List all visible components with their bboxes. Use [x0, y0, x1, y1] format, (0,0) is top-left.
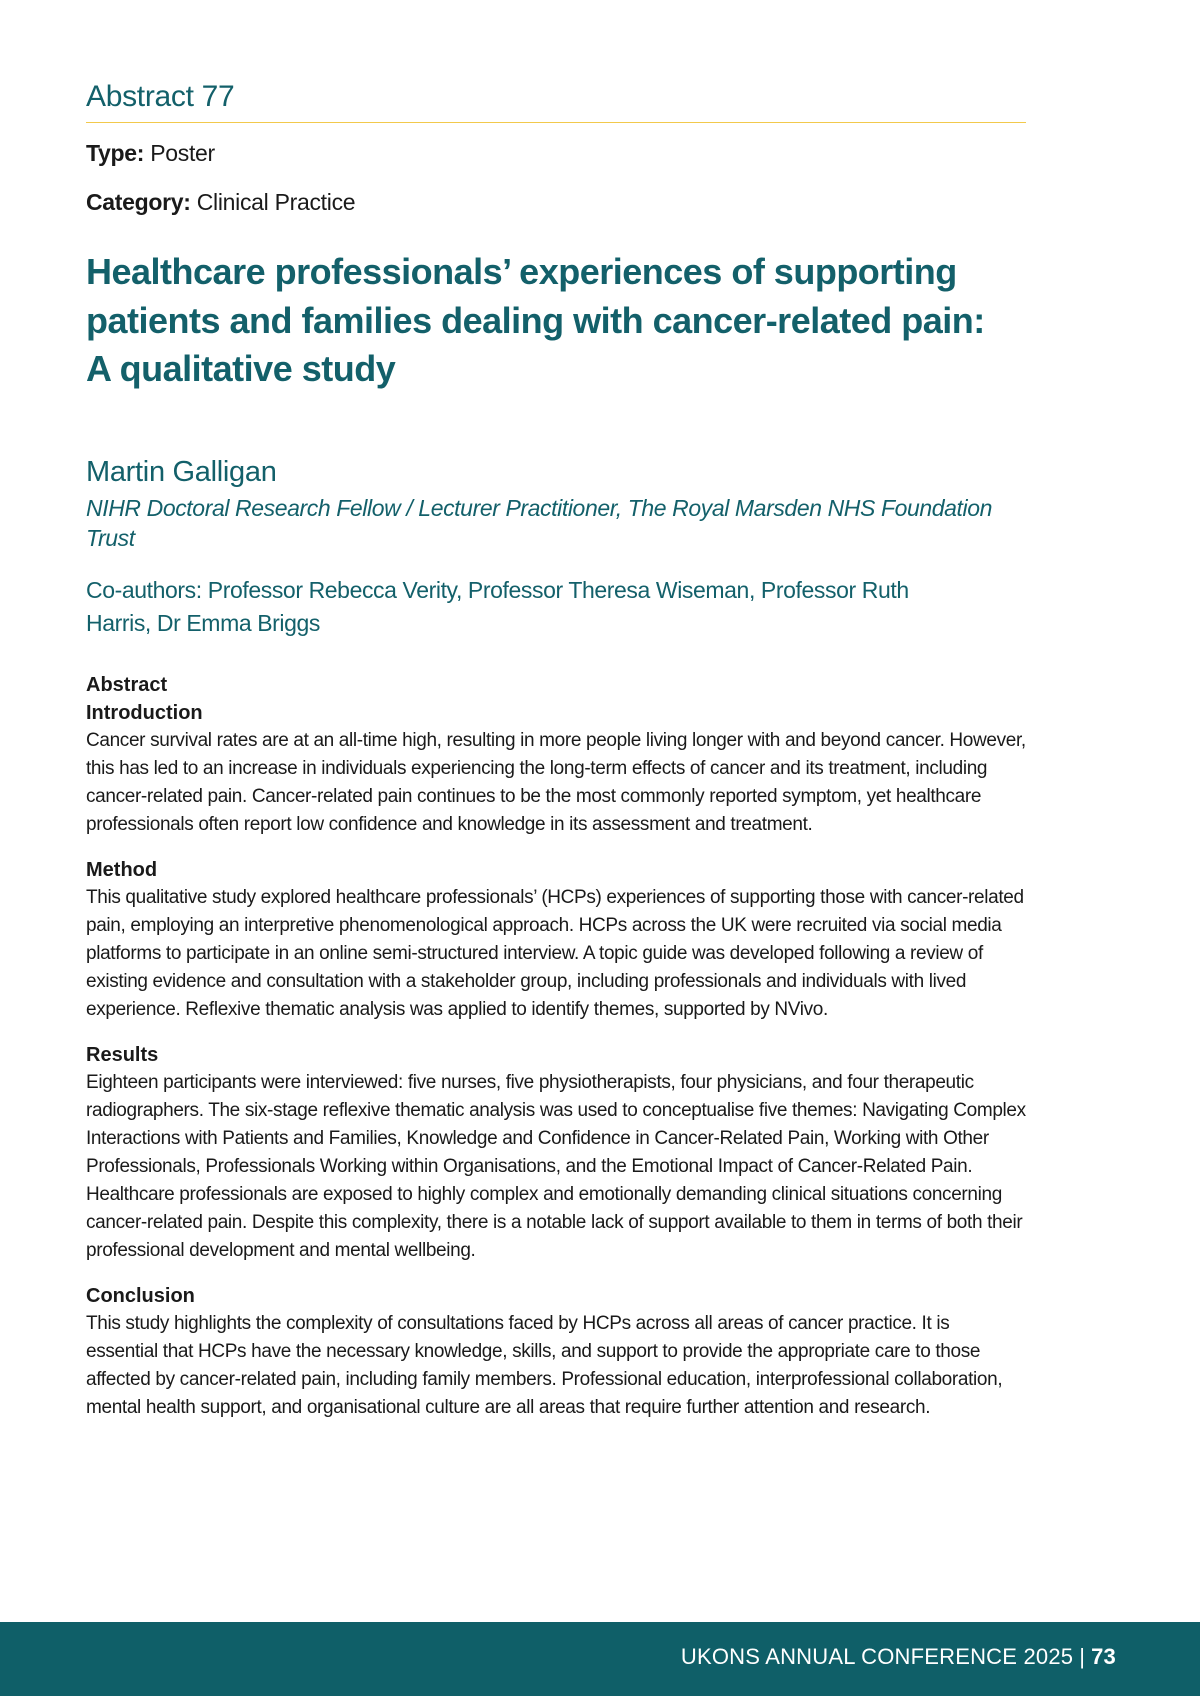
type-line — [86, 139, 1026, 169]
section-heading: Introduction — [86, 702, 203, 725]
category-line — [86, 188, 1026, 218]
type-value: Poster — [150, 139, 215, 166]
abstract-page — [86, 78, 1026, 1422]
section-body: Eighteen participants were interviewed: five nurses, five physiotherapists, four physicians, and four therapeutic radiographers. The six-stage reflexive thematic analysis was used to conceptualise five themes: Navigating Complex Interactions with Patients and Families, Knowledge and Confidence in Cancer-Related Pain, Working with Other Professionals, Professionals Working within Organisations, and the Emotional Impact of Cancer-Related Pain. Healthcare professionals are exposed to highly complex and emotionally demanding clinical situations concerning cancer-related pain. Despite this complexity, there is a notable lack of support available to them in terms of both their professional development and mental wellbeing. — [86, 1072, 1026, 1262]
abstract-number: Abstract 77 — [86, 78, 1026, 123]
coauthors: Co-authors: Professor Rebecca Verity, Professor Theresa Wiseman, Professor Ruth Harris, Dr Emma Briggs — [86, 576, 909, 636]
section-body: This qualitative study explored healthcare professionals’ (HCPs) experiences of supporting those with cancer-related pain, employing an interpretive phenomenological approach. HCPs across the UK were recruited via social media platforms to participate in an online semi-structured interview. A topic guide was developed following a review of existing evidence and consultation with a stakeholder group, including professionals and individuals with lived experience. Reflexive thematic analysis was applied to identify themes, supported by NVivo. — [86, 887, 1024, 1021]
section-results — [86, 1042, 1026, 1265]
section-introduction — [86, 700, 1026, 839]
footer-bar — [0, 1622, 1200, 1696]
section-heading: Results — [86, 1044, 159, 1067]
author-name: Martin Galligan — [86, 455, 277, 488]
conference-name: UKONS ANNUAL CONFERENCE 2025 — [680, 1644, 1074, 1669]
section-body: Cancer survival rates are at an all-time high, resulting in more people living longer with and beyond cancer. However, this has led to an increase in individuals experiencing the long-term effects of cancer and its treatment, including cancer-related pain. Cancer-related pain continues to be the most commonly reported symptom, yet healthcare professionals often report low confidence and knowledge in its assessment and treatment. — [86, 730, 1026, 836]
section-method — [86, 857, 1026, 1024]
category-label: Category: — [86, 189, 191, 216]
footer-separator: | — [1079, 1644, 1086, 1669]
author-role: NIHR Doctoral Research Fellow / Lecturer Practitioner, The Royal Marsden NHS Foundation Trust — [86, 494, 993, 551]
footer-text — [681, 1644, 1116, 1670]
type-label: Type: — [86, 139, 145, 166]
section-conclusion — [86, 1283, 1026, 1422]
paper-title: Healthcare professionals’ experiences of supporting patients and families dealing with cancer-related pain: A qualitative study — [86, 251, 985, 389]
section-body: This study highlights the complexity of consultations faced by HCPs across all areas of cancer practice. It is essential that HCPs have the necessary knowledge, skills, and support to provide the appropriate care to those affected by cancer-related pain, including family members. Professional education, interprofessional collaboration, mental health support, and organisational culture are all areas that require further attention and research. — [86, 1313, 1003, 1419]
section-heading: Method — [86, 859, 158, 882]
page-number: 73 — [1091, 1644, 1116, 1669]
section-heading: Conclusion — [86, 1285, 195, 1308]
abstract-label: Abstract — [86, 674, 168, 697]
category-value: Clinical Practice — [196, 189, 356, 216]
